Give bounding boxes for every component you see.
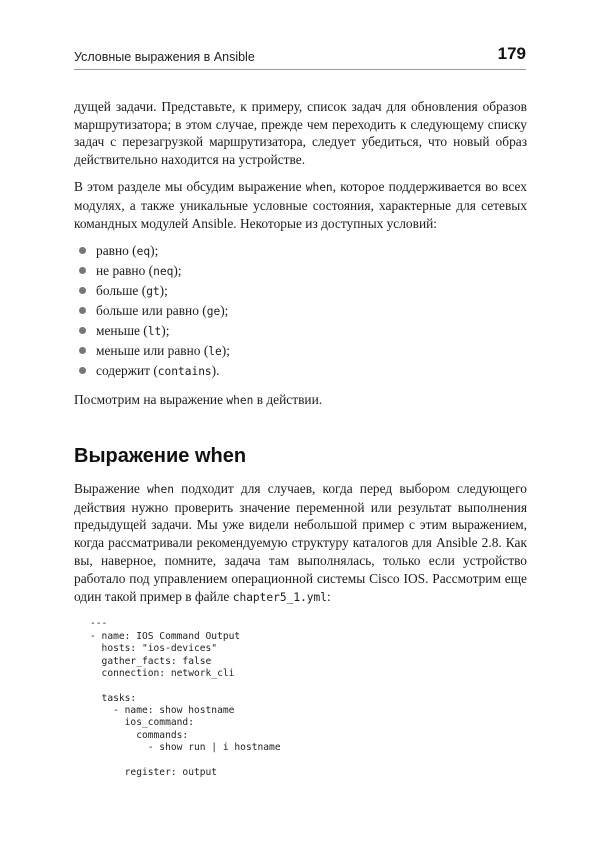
paragraph-when-usage: [74, 480, 527, 607]
list-item: [74, 301, 527, 321]
paragraph-text: :: [327, 588, 331, 604]
list-item-end: );: [221, 343, 230, 359]
list-item-text: равно (: [96, 243, 137, 259]
inline-code: when: [305, 181, 333, 195]
code-line: - show run | i hostname: [90, 742, 281, 754]
list-item-end: );: [161, 323, 170, 339]
paragraph-intro-continued: дущей задачи. Представьте, к примеру, список задач для обновления образов маршрутизатора; в этом случае, прежде чем переходить к следующему списку задач с перезагрузкой маршрутизатора, следует убедиться, что новый образ действительно находится на устройстве.: [74, 99, 527, 167]
list-item: [74, 261, 527, 281]
list-item-end: );: [150, 243, 159, 259]
page-body: [74, 98, 527, 779]
inline-code-filename: chapter5_1.yml: [232, 590, 328, 604]
inline-code: ge: [206, 305, 221, 319]
list-item: [74, 341, 527, 361]
list-item-text: не равно (: [96, 263, 154, 279]
inline-code: eq: [136, 245, 151, 259]
code-line: commands:: [90, 729, 189, 741]
inline-code: le: [208, 345, 222, 359]
list-item-text: больше или равно (: [96, 303, 207, 319]
code-line: ios_command:: [90, 717, 194, 729]
paragraph-when-overview: [74, 178, 527, 232]
header-divider: [74, 69, 526, 70]
bullet-icon: [79, 307, 86, 314]
code-line: [90, 680, 527, 692]
inline-code: contains: [157, 365, 212, 379]
inline-code: lt: [147, 325, 162, 339]
bullet-icon: [79, 287, 86, 294]
list-item-text: меньше или равно (: [96, 343, 209, 359]
list-item: [74, 281, 527, 301]
list-item-text: меньше (: [96, 323, 148, 339]
inline-code: when: [226, 394, 254, 408]
list-item-text: содержит (: [96, 363, 158, 379]
inline-code: neq: [153, 265, 174, 279]
list-item-end: ).: [211, 363, 220, 379]
paragraph-text: в действии.: [253, 392, 323, 408]
inline-code: gt: [146, 285, 160, 299]
code-line: register: output: [90, 767, 218, 779]
paragraph-lead-in: [74, 391, 527, 410]
bullet-icon: [79, 267, 86, 274]
code-line: tasks:: [90, 692, 137, 704]
code-line: connection: network_cli: [90, 667, 235, 679]
paragraph-text: Посмотрим на выражение: [74, 392, 227, 408]
running-header: [74, 44, 526, 68]
list-item: [74, 321, 527, 341]
list-item-end: );: [173, 263, 182, 279]
code-line: - name: show hostname: [90, 705, 235, 717]
bullet-icon: [79, 347, 86, 354]
inline-code: when: [147, 482, 174, 496]
list-item-text: больше (: [96, 283, 147, 299]
header-title: Условные выражения в Ansible: [74, 50, 255, 64]
code-line: hosts: "ios-devices": [90, 643, 218, 655]
section-heading: Выражение when: [74, 444, 247, 467]
paragraph-text: , которое поддерживается во всех модулях, а также уникальные условные состояния, характерные для сетевых командных модулей Ansible. Некоторые из доступных условий:: [74, 179, 527, 231]
bullet-icon: [79, 327, 86, 334]
paragraph-text: подходит для случаев, когда перед выбором следующего действия нужно проверить значение переменной или результат выполнения предыдущей задачи. Мы уже видели небольшой пример с этим выражением, когда рассматривали рекомендуемую структуру каталогов для Ansible 2.8. Как вы, наверное, помните, задача там выполнялась, только если устройство работало под управлением операционной системы Cisco IOS. Рассмотрим еще один такой пример в файле: [74, 480, 527, 604]
code-line: gather_facts: false: [90, 655, 212, 667]
list-item: [74, 361, 527, 381]
code-line: ---: [90, 618, 108, 630]
paragraph-text: Выражение: [74, 480, 148, 496]
page-number: 179: [497, 44, 526, 63]
list-item-end: );: [220, 303, 229, 319]
list-item: [74, 241, 527, 261]
bullet-icon: [79, 247, 86, 254]
code-listing: [90, 618, 527, 779]
conditions-list: [74, 241, 527, 381]
paragraph-text: В этом разделе мы обсудим выражение: [74, 179, 306, 195]
code-line: - name: IOS Command Output: [90, 630, 241, 642]
list-item-end: );: [159, 283, 168, 299]
code-line: [90, 755, 527, 767]
bullet-icon: [79, 367, 86, 374]
